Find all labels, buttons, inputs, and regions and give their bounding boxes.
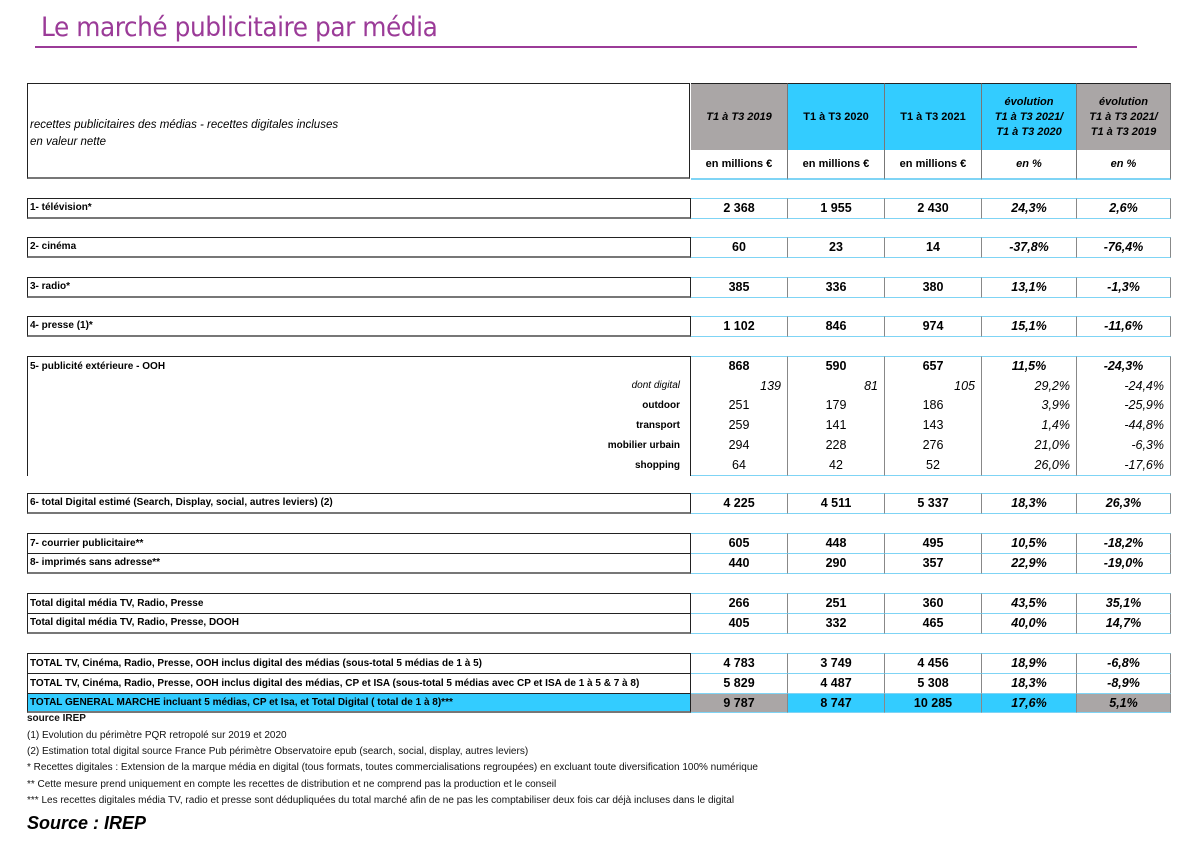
table-cell: 15,1% [982, 316, 1077, 337]
row-label: outdoor [27, 396, 691, 416]
footnote: (2) Estimation total digital source France Pub périmètre Observatoire epub (search, social, display, autres leviers) [27, 746, 529, 757]
table-cell: 24,3% [982, 198, 1077, 219]
row-label: 7- courrier publicitaire** [27, 533, 691, 553]
table-cell: 40,0% [982, 613, 1077, 634]
table-cell: 52 [885, 455, 982, 476]
table-cell: 2 368 [691, 198, 788, 219]
table-cell: 43,5% [982, 593, 1077, 613]
table-cell: 465 [885, 613, 982, 634]
table-cell: 5,1% [1077, 693, 1171, 714]
table-cell: 336 [788, 277, 885, 298]
table-cell: 605 [691, 533, 788, 553]
table-cell: -25,9% [1077, 396, 1171, 416]
table-cell: -19,0% [1077, 553, 1171, 574]
table-cell: 11,5% [982, 356, 1077, 376]
table-cell: 8 747 [788, 693, 885, 714]
row-label: shopping [27, 455, 691, 476]
table-cell: 657 [885, 356, 982, 376]
table-cell: 18,9% [982, 653, 1077, 673]
column-unit: en millions € [885, 150, 982, 180]
column-unit: en % [1077, 150, 1171, 180]
table-cell: 4 456 [885, 653, 982, 673]
table-cell: 360 [885, 593, 982, 613]
row-label: 8- imprimés sans adresse** [27, 553, 691, 574]
table-cell: 1,4% [982, 415, 1077, 435]
table-cell: 4 783 [691, 653, 788, 673]
table-cell: 495 [885, 533, 982, 553]
table-cell: -24,4% [1077, 376, 1171, 396]
table-cell: 10,5% [982, 533, 1077, 553]
source-label: Source : IREP [27, 813, 147, 833]
column-unit: en millions € [788, 150, 885, 180]
row-label: mobilier urbain [27, 435, 691, 455]
row-label: TOTAL GENERAL MARCHE incluant 5 médias, CP et Isa, et Total Digital ( total de 1 à 8)*** [27, 693, 691, 714]
table-cell: 42 [788, 455, 885, 476]
table-cell: 868 [691, 356, 788, 376]
table-cell: 9 787 [691, 693, 788, 714]
table-cell: 14 [885, 237, 982, 258]
table-cell: 405 [691, 613, 788, 634]
table-cell: 251 [691, 396, 788, 416]
table-cell: 35,1% [1077, 593, 1171, 613]
table-cell: 4 487 [788, 673, 885, 693]
row-label: TOTAL TV, Cinéma, Radio, Presse, OOH inclus digital des médias, CP et ISA (sous-total 5 médias avec CP et ISA de 1 à 5 & 7 à 8) [27, 673, 691, 693]
table-cell: 1 955 [788, 198, 885, 219]
table-cell: 105 [885, 376, 982, 396]
table-cell: -44,8% [1077, 415, 1171, 435]
table-cell: 266 [691, 593, 788, 613]
column-header: évolution T1 à T3 2021/ T1 à T3 2019 [1077, 83, 1171, 150]
table-cell: -1,3% [1077, 277, 1171, 298]
table-cell: -24,3% [1077, 356, 1171, 376]
title-divider [35, 46, 1137, 48]
table-cell: 18,3% [982, 493, 1077, 514]
footnote: ** Cette mesure prend uniquement en compte les recettes de distribution et ne comprend pas la production et le conseil [27, 779, 557, 790]
footnote: source IREP [27, 713, 86, 724]
table-cell: 60 [691, 237, 788, 258]
table-cell: -6,3% [1077, 435, 1171, 455]
table-cell: 14,7% [1077, 613, 1171, 634]
row-label: 5- publicité extérieure - OOH [27, 356, 691, 376]
table-cell: 4 511 [788, 493, 885, 514]
table-description [27, 83, 690, 179]
column-header: évolution T1 à T3 2021/ T1 à T3 2020 [982, 83, 1077, 150]
table-cell: 64 [691, 455, 788, 476]
row-label: TOTAL TV, Cinéma, Radio, Presse, OOH inclus digital des médias (sous-total 5 médias de 1 à 5) [27, 653, 691, 673]
table-cell: 846 [788, 316, 885, 337]
table-cell: 81 [788, 376, 885, 396]
table-cell: 141 [788, 415, 885, 435]
table-cell: 974 [885, 316, 982, 337]
table-cell: -76,4% [1077, 237, 1171, 258]
table-cell: 1 102 [691, 316, 788, 337]
row-label: dont digital [27, 376, 691, 396]
table-cell: 294 [691, 435, 788, 455]
table-cell: -17,6% [1077, 455, 1171, 476]
column-header: T1 à T3 2019 [691, 83, 788, 150]
table-cell: 380 [885, 277, 982, 298]
table-cell: 139 [691, 376, 788, 396]
column-header: T1 à T3 2021 [885, 83, 982, 150]
column-unit: en millions € [691, 150, 788, 180]
table-cell: 3 749 [788, 653, 885, 673]
page-title: Le marché publicitaire par média [41, 12, 438, 43]
table-cell: -6,8% [1077, 653, 1171, 673]
table-cell: 332 [788, 613, 885, 634]
table-cell: 2,6% [1077, 198, 1171, 219]
table-cell: 3,9% [982, 396, 1077, 416]
table-cell: 186 [885, 396, 982, 416]
table-cell: 23 [788, 237, 885, 258]
table-cell: 13,1% [982, 277, 1077, 298]
table-cell: 385 [691, 277, 788, 298]
table-cell: 259 [691, 415, 788, 435]
description-line-2: en valeur nette [30, 136, 107, 148]
table-cell: 143 [885, 415, 982, 435]
table-cell: 590 [788, 356, 885, 376]
row-label: 1- télévision* [27, 198, 691, 219]
table-cell: 357 [885, 553, 982, 574]
row-label: Total digital média TV, Radio, Presse [27, 593, 691, 613]
table-cell: 17,6% [982, 693, 1077, 714]
table-cell: -8,9% [1077, 673, 1171, 693]
table-cell: 2 430 [885, 198, 982, 219]
table-cell: 290 [788, 553, 885, 574]
row-label: 2- cinéma [27, 237, 691, 258]
row-label: Total digital média TV, Radio, Presse, DOOH [27, 613, 691, 634]
table-cell: 5 337 [885, 493, 982, 514]
row-label: transport [27, 415, 691, 435]
description-line-1: recettes publicitaires des médias - recettes digitales incluses [30, 119, 339, 131]
table-cell: 5 829 [691, 673, 788, 693]
table-cell: 5 308 [885, 673, 982, 693]
table-cell: 26,0% [982, 455, 1077, 476]
table-cell: -37,8% [982, 237, 1077, 258]
table-cell: 251 [788, 593, 885, 613]
footnote: *** Les recettes digitales média TV, radio et presse sont dédupliquées du total marché afin de ne pas les comptabiliser deux fois car déjà incluses dans le digital [27, 795, 735, 806]
footnote: * Recettes digitales : Extension de la marque média en digital (tous formats, toutes commercialisations regroupées) en excluant toute diversification 100% numérique [27, 762, 758, 773]
table-cell: 4 225 [691, 493, 788, 514]
table-cell: 276 [885, 435, 982, 455]
table-cell: 179 [788, 396, 885, 416]
table-cell: -11,6% [1077, 316, 1171, 337]
column-header: T1 à T3 2020 [788, 83, 885, 150]
table-cell: 21,0% [982, 435, 1077, 455]
table-cell: 448 [788, 533, 885, 553]
table-cell: 18,3% [982, 673, 1077, 693]
table-cell: 228 [788, 435, 885, 455]
table-cell: -18,2% [1077, 533, 1171, 553]
table-cell: 440 [691, 553, 788, 574]
column-unit: en % [982, 150, 1077, 180]
table-cell: 22,9% [982, 553, 1077, 574]
table-cell: 29,2% [982, 376, 1077, 396]
row-label: 6- total Digital estimé (Search, Display, social, autres leviers) (2) [27, 493, 691, 514]
footnote: (1) Evolution du périmètre PQR retropolé sur 2019 et 2020 [27, 730, 287, 741]
table-cell: 26,3% [1077, 493, 1171, 514]
row-label: 3- radio* [27, 277, 691, 298]
row-label: 4- presse (1)* [27, 316, 691, 337]
table-cell: 10 285 [885, 693, 982, 714]
